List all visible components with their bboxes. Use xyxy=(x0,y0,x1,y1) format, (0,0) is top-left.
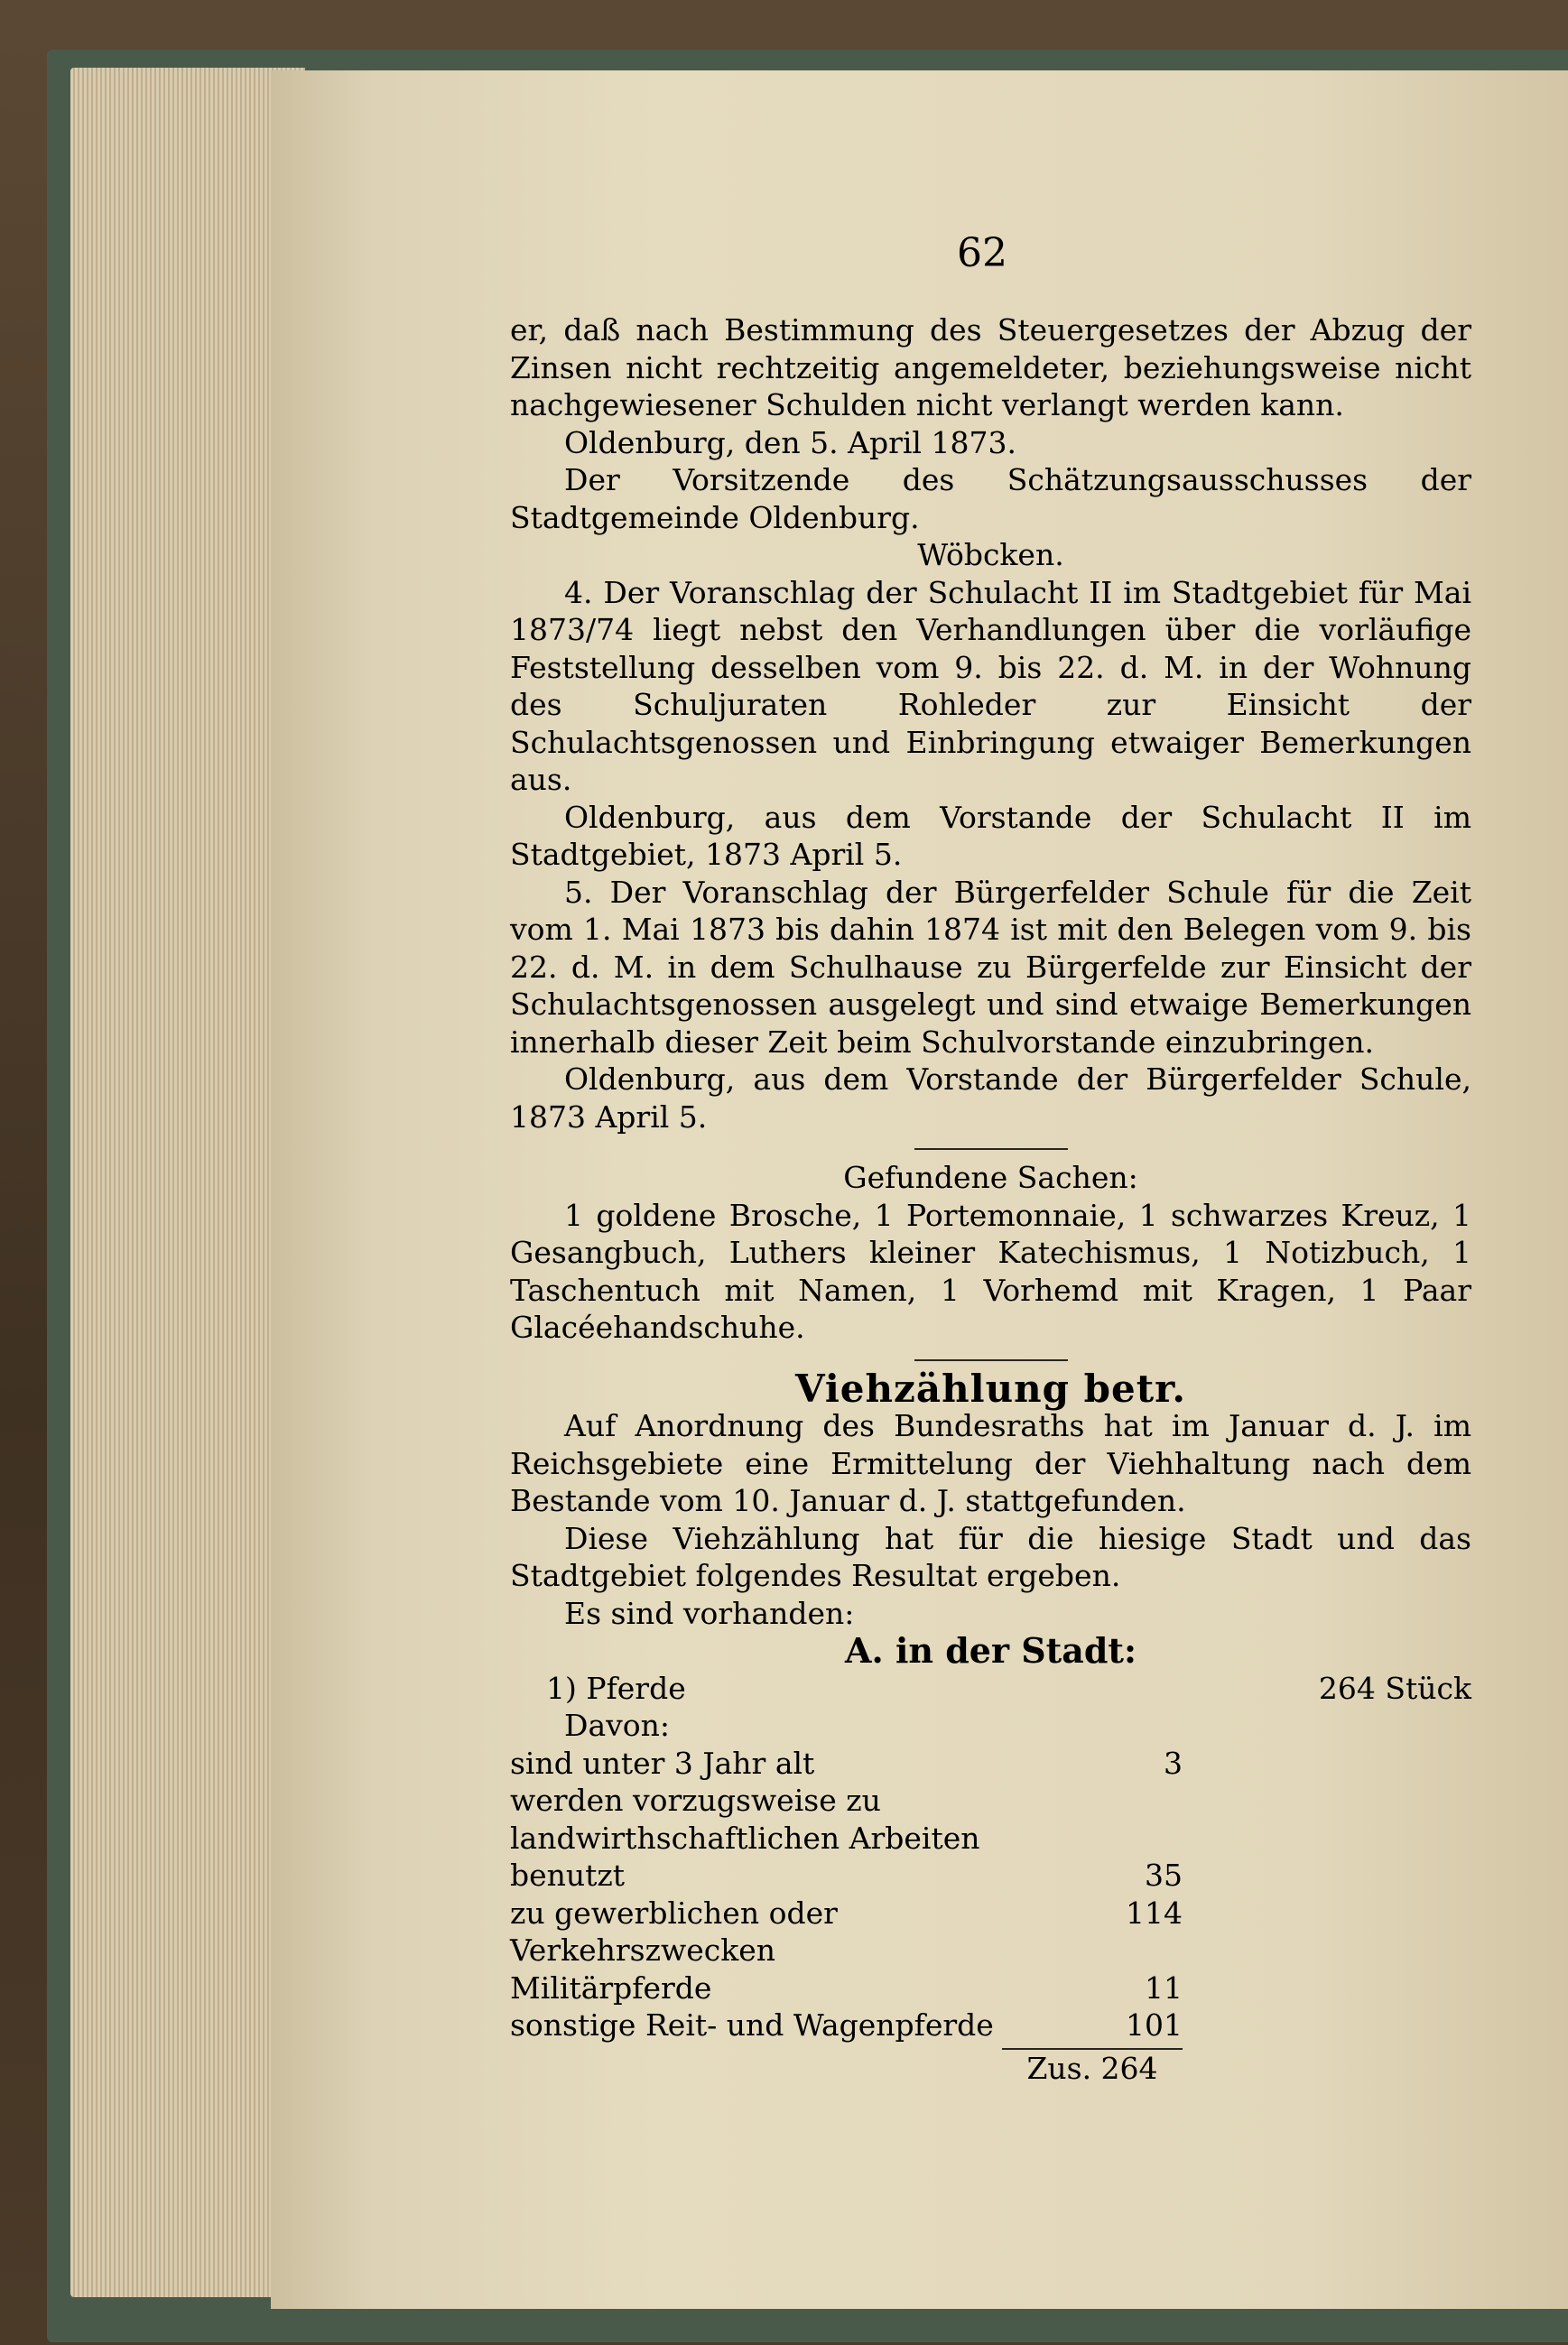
signature-5: Oldenburg, aus dem Vorstande der Bürgerfelder Schule, 1873 April 5. xyxy=(510,1061,1471,1135)
section-heading: Viehzählung betr. xyxy=(794,1366,1187,1411)
table-row xyxy=(510,1970,1183,2007)
davon-label: Davon: xyxy=(564,1708,671,1743)
divider-1 xyxy=(914,1148,1068,1150)
found-items-list: 1 goldene Brosche, 1 Portemonnaie, 1 schwarzes Kreuz, 1 Gesangbuch, Luthers kleiner Katechismus, 1 Notizbuch, 1 Taschentuch mit Namen, 1 Vorhemd mit Kragen, 1 Paar Glacéehandschuhe. xyxy=(510,1197,1471,1345)
paragraph-continuation: er, daß nach Bestimmung des Steuergesetzes der Abzug der Zinsen nicht rechtzeitig angemeldeter, beziehungsweise nicht nachgewiesener Schulden nicht verlangt werden kann. xyxy=(510,312,1471,422)
row-value: 114 xyxy=(1126,1895,1183,1931)
row-label: werden vorzugsweise zu landwirthschaftlichen Arbeiten benutzt xyxy=(510,1783,980,1893)
found-items-title: Gefundene Sachen: xyxy=(843,1160,1138,1195)
horse-breakdown-table xyxy=(510,1745,1183,2044)
paragraph-4: 4. Der Voranschlag der Schulacht II im Stadtgebiet für Mai 1873/74 liegt nebst den Verhandlungen über die vorläufige Feststellung desselben vom 9. bis 22. d. M. in der Wohnung des Schuljuraten Rohleder zur Einsicht der Schulachtsgenossen und Einbringung etwaiger Bemerkungen aus. xyxy=(510,574,1471,797)
row-label: Militärpferde xyxy=(510,1970,712,2006)
page-text xyxy=(510,311,1471,2087)
horses-row xyxy=(510,1670,1471,1708)
page-number: 62 xyxy=(957,230,1007,276)
table-row xyxy=(510,1895,1183,1970)
divider-2 xyxy=(914,1359,1068,1361)
row-value: 35 xyxy=(1145,1858,1183,1893)
table-row xyxy=(510,2007,1183,2044)
row-value: 3 xyxy=(1164,1745,1183,1781)
row-value: 11 xyxy=(1145,1970,1183,2006)
paragraph-8: Es sind vorhanden: xyxy=(564,1595,855,1631)
row-label: sonstige Reit- und Wagenpferde xyxy=(510,2007,994,2043)
row-value: 101 xyxy=(1126,2007,1183,2043)
table-row xyxy=(510,1745,1183,1783)
row-label: zu gewerblichen oder Verkehrszwecken xyxy=(510,1895,838,1968)
horses-total: 264 Stück xyxy=(1318,1670,1471,1706)
sum-value: Zus. 264 xyxy=(1026,2050,1158,2086)
horses-label: 1) Pferde xyxy=(546,1670,686,1706)
paragraph-5: 5. Der Voranschlag der Bürgerfelder Schule für die Zeit vom 1. Mai 1873 bis dahin 1874 ist mit den Belegen vom 9. bis 22. d. M. in dem Schulhause zu Bürgerfelde zur Einsicht der Schulachtsgenossen ausgelegt und sind etwaige Bemerkungen innerhalb dieser Zeit beim Schulvorstande einzubringen. xyxy=(510,874,1471,1060)
signature-name-1: Wöbcken. xyxy=(917,537,1064,572)
sum-row xyxy=(510,2050,1183,2088)
paragraph-6: Auf Anordnung des Bundesraths hat im Januar d. J. im Reichsgebiete eine Ermittelung der Viehhaltung nach dem Bestande vom 10. Januar d. J. stattgefunden. xyxy=(510,1408,1471,1518)
table-row xyxy=(510,1782,1183,1895)
date-line-1: Oldenburg, den 5. April 1873. xyxy=(564,424,1016,460)
paragraph-7: Diese Viehzählung hat für die hiesige Stadt und das Stadtgebiet folgendes Resultat ergeben. xyxy=(510,1520,1471,1593)
page-edges xyxy=(70,68,305,2297)
signature-4: Oldenburg, aus dem Vorstande der Schulacht II im Stadtgebiet, 1873 April 5. xyxy=(510,799,1471,872)
row-label: sind unter 3 Jahr alt xyxy=(510,1745,815,1781)
subheading-city: A. in der Stadt: xyxy=(845,1630,1137,1671)
signature-1: Der Vorsitzende des Schätzungsausschusses der Stadtgemeinde Oldenburg. xyxy=(510,462,1471,535)
